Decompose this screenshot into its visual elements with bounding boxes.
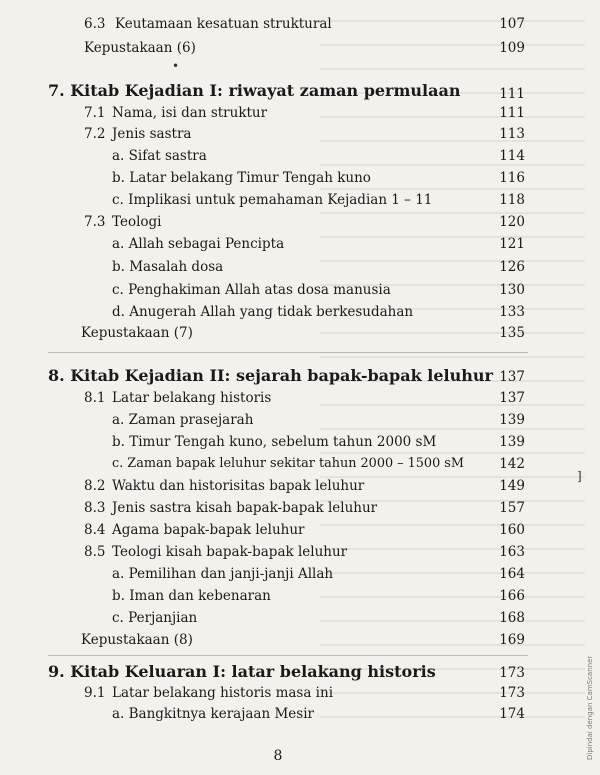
chapter-page: 111 xyxy=(499,86,525,102)
speck-mark: ] xyxy=(577,469,582,483)
entry-page: 160 xyxy=(499,522,525,538)
entry-number: 8.2 xyxy=(84,478,106,494)
entry-title: Kepustakaan (7) xyxy=(81,325,193,341)
entry-number: 6.3 xyxy=(84,16,106,32)
entry-page: 107 xyxy=(499,16,525,32)
entry-page: 163 xyxy=(499,544,525,560)
entry-title: c. Zaman bapak leluhur sekitar tahun 2000 – 1500 sM xyxy=(112,456,464,471)
chapter-title: 7. Kitab Kejadian I: riwayat zaman permulaan xyxy=(48,81,461,100)
entry-page: 118 xyxy=(499,192,525,208)
entry-page: 139 xyxy=(499,434,525,450)
entry-title: Jenis sastra kisah bapak-bapak leluhur xyxy=(112,500,378,516)
entry-title: Keutamaan kesatuan struktural xyxy=(115,16,332,32)
entry-page: 130 xyxy=(499,282,525,298)
entry-page: 116 xyxy=(499,170,525,186)
entry-title: Latar belakang historis xyxy=(112,390,272,406)
section-divider xyxy=(48,352,528,353)
bleed-through-shadow xyxy=(320,0,585,720)
entry-page: 149 xyxy=(499,478,525,494)
speck-mark: • xyxy=(172,59,180,73)
chapter-title: 9. Kitab Keluaran I: latar belakang historis xyxy=(48,662,436,681)
entry-title: c. Perjanjian xyxy=(112,610,198,626)
chapter-page: 137 xyxy=(499,369,525,385)
entry-page: 157 xyxy=(499,500,525,516)
entry-title: b. Iman dan kebenaran xyxy=(112,588,271,604)
entry-page: 168 xyxy=(499,610,525,626)
entry-page: 166 xyxy=(499,588,525,604)
entry-title: a. Zaman prasejarah xyxy=(112,412,254,428)
entry-title: Jenis sastra xyxy=(112,126,192,142)
entry-number: 8.5 xyxy=(84,544,106,560)
entry-page: 174 xyxy=(499,706,525,722)
entry-number: 8.3 xyxy=(84,500,106,516)
entry-number: 8.4 xyxy=(84,522,106,538)
page-number: 8 xyxy=(273,748,283,764)
entry-title: Nama, isi dan struktur xyxy=(112,105,268,121)
entry-page: 126 xyxy=(499,259,525,275)
entry-title: a. Allah sebagai Pencipta xyxy=(112,236,285,252)
entry-number: 8.1 xyxy=(84,390,106,406)
entry-page: 139 xyxy=(499,412,525,428)
entry-title: b. Latar belakang Timur Tengah kuno xyxy=(112,170,371,186)
entry-page: 111 xyxy=(499,105,525,121)
scanner-watermark: Dipindai dengan CamScanner xyxy=(586,655,594,760)
entry-page: 114 xyxy=(499,148,525,164)
entry-number: 7.2 xyxy=(84,126,106,142)
entry-title: b. Timur Tengah kuno, sebelum tahun 2000 sM xyxy=(112,434,437,450)
chapter-page: 173 xyxy=(499,665,525,681)
entry-page: 120 xyxy=(499,214,525,230)
entry-number: 7.3 xyxy=(84,214,106,230)
entry-page: 142 xyxy=(499,456,525,472)
entry-title: Kepustakaan (6) xyxy=(84,40,196,56)
entry-title: Waktu dan historisitas bapak leluhur xyxy=(112,478,365,494)
entry-page: 173 xyxy=(499,685,525,701)
entry-page: 133 xyxy=(499,304,525,320)
entry-page: 137 xyxy=(499,390,525,406)
entry-title: b. Masalah dosa xyxy=(112,259,224,275)
entry-number: 9.1 xyxy=(84,685,106,701)
entry-title: a. Bangkitnya kerajaan Mesir xyxy=(112,706,314,722)
entry-number: 7.1 xyxy=(84,105,106,121)
entry-title: Teologi kisah bapak-bapak leluhur xyxy=(112,544,348,560)
entry-page: 109 xyxy=(499,40,525,56)
entry-title: c. Implikasi untuk pemahaman Kejadian 1 – 11 xyxy=(112,192,433,208)
entry-title: a. Sifat sastra xyxy=(112,148,207,164)
entry-title: Latar belakang historis masa ini xyxy=(112,685,334,701)
entry-title: Agama bapak-bapak leluhur xyxy=(112,522,305,538)
entry-title: Teologi xyxy=(112,214,162,230)
chapter-title: 8. Kitab Kejadian II: sejarah bapak-bapak leluhur xyxy=(48,366,493,385)
entry-title: Kepustakaan (8) xyxy=(81,632,193,648)
entry-page: 135 xyxy=(499,325,525,341)
section-divider xyxy=(48,655,528,656)
entry-title: d. Anugerah Allah yang tidak berkesudahan xyxy=(112,304,414,320)
entry-page: 164 xyxy=(499,566,525,582)
entry-title: a. Pemilihan dan janji-janji Allah xyxy=(112,566,334,582)
entry-title: c. Penghakiman Allah atas dosa manusia xyxy=(112,282,391,298)
entry-page: 113 xyxy=(499,126,525,142)
entry-page: 169 xyxy=(499,632,525,648)
entry-page: 121 xyxy=(499,236,525,252)
